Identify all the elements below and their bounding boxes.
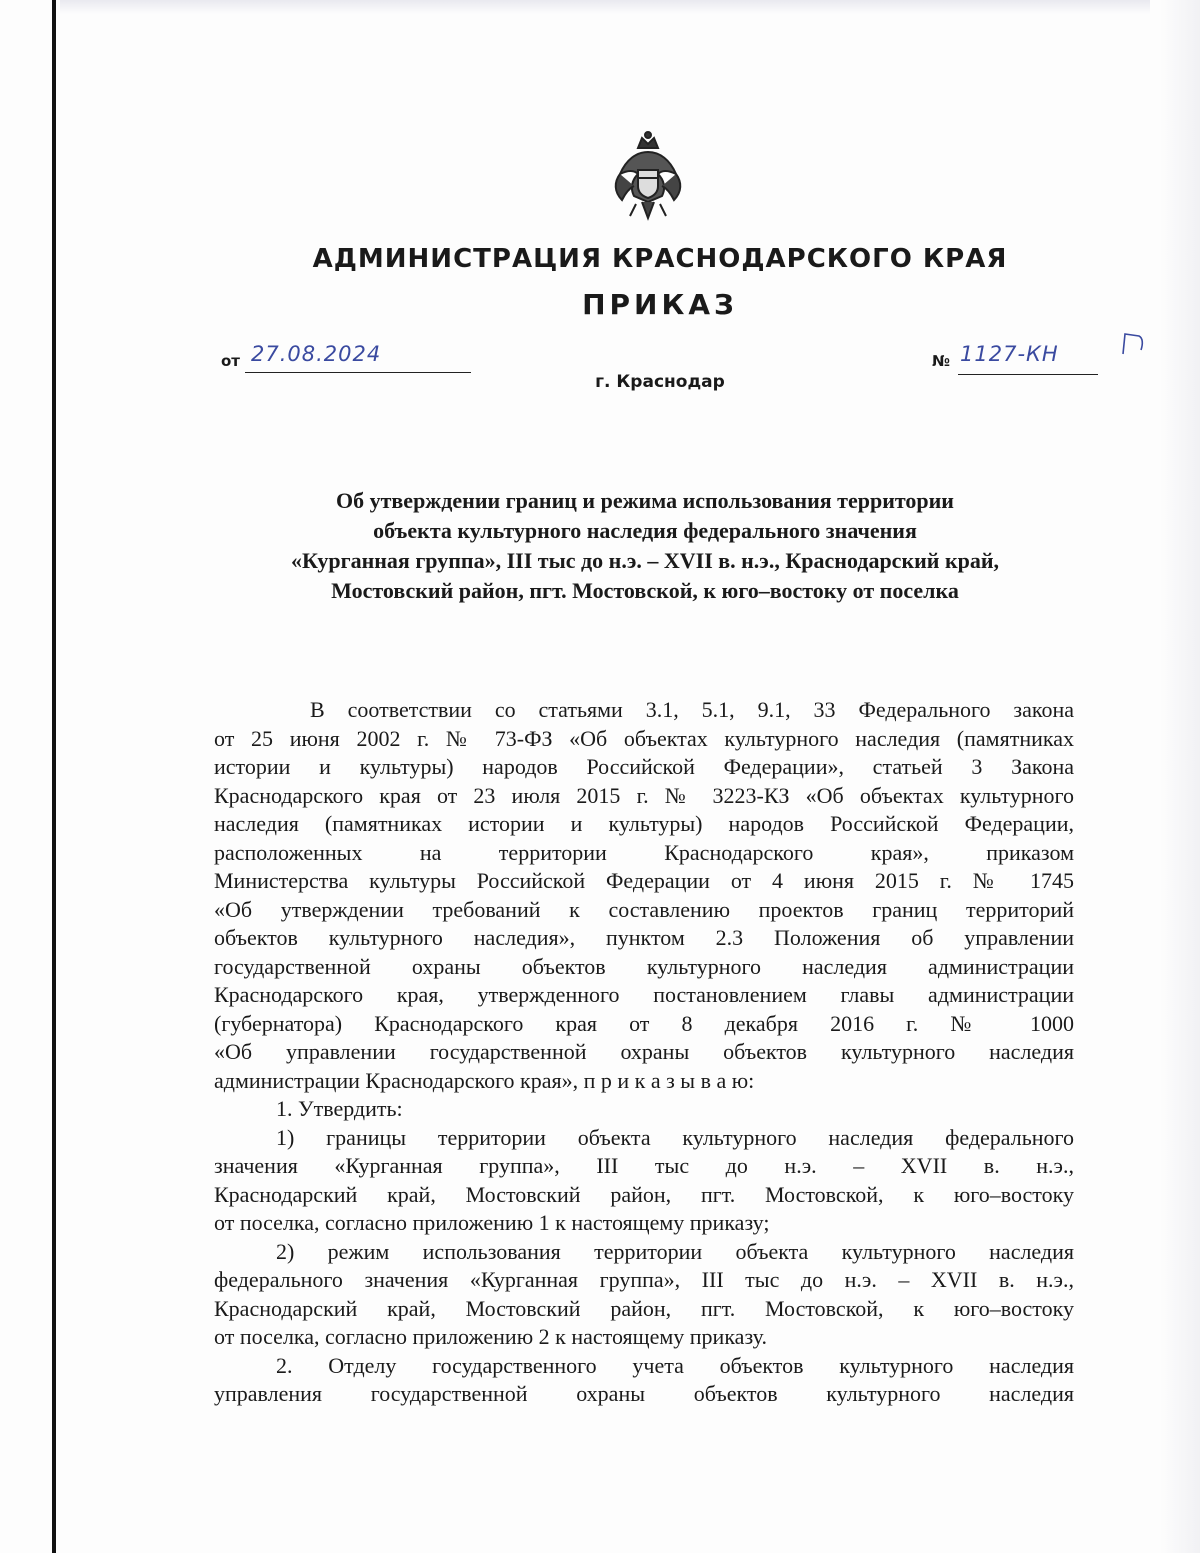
body-line: истории и культуры) народов Российской Федерации», статьей 3 Закона bbox=[214, 754, 1074, 779]
body-line: значения «Курганная группа», III тыс до н.э. – XVII в. н.э., bbox=[214, 1153, 1074, 1178]
body-line: 2) режим использования территории объекта культурного наследия bbox=[276, 1238, 1074, 1264]
coat-of-arms-icon bbox=[608, 130, 688, 222]
body-line: Краснодарский край, Мостовский район, пгт. Мостовской, к юго–востоку bbox=[214, 1295, 1074, 1321]
body-line: 1) границы территории объекта культурного наследия федерального bbox=[276, 1124, 1074, 1150]
body-line: федерального значения «Курганная группа», III тыс до н.э. – XVII в. н.э., bbox=[214, 1267, 1074, 1292]
number-label: № bbox=[932, 352, 951, 370]
body-line: администрации Краснодарского края», п р и к а з ы в а ю: bbox=[214, 1067, 755, 1093]
date-label: от bbox=[221, 352, 240, 370]
body-line: от поселка, согласно приложению 1 к настоящему приказу; bbox=[214, 1210, 770, 1235]
scan-edge-right bbox=[1160, 0, 1200, 1553]
body-line: Краснодарского края, утвержденного постановлением главы администрации bbox=[214, 982, 1074, 1007]
body-line: 1. Утвердить: bbox=[276, 1096, 403, 1121]
organization-name: АДМИНИСТРАЦИЯ КРАСНОДАРСКОГО КРАЯ bbox=[312, 244, 1008, 274]
document-body bbox=[214, 696, 1074, 1409]
body-line: расположенных на территории Краснодарского края», приказом bbox=[214, 839, 1074, 865]
body-line: Министерства культуры Российской Федерации от 4 июня 2015 г. № 1745 bbox=[214, 868, 1074, 893]
body-line: Краснодарского края от 23 июля 2015 г. № 3223-КЗ «Об объектах культурного bbox=[214, 782, 1074, 808]
title-line: Об утверждении границ и режима использования территории bbox=[336, 488, 954, 513]
document-title bbox=[210, 486, 1080, 606]
date-handwritten: 27.08.2024 bbox=[251, 342, 382, 366]
body-line: Краснодарский край, Мостовский район, пгт. Мостовской, к юго–востоку bbox=[214, 1181, 1074, 1207]
scan-edge-top bbox=[60, 0, 1150, 14]
number-underline bbox=[958, 374, 1098, 375]
body-line: объектов культурного наследия», пунктом 2.3 Положения об управлении bbox=[214, 925, 1074, 950]
body-line: от поселка, согласно приложению 2 к настоящему приказу. bbox=[214, 1324, 767, 1349]
number-handwritten: 1127-КН bbox=[960, 342, 1059, 366]
city: г. Краснодар bbox=[595, 372, 725, 392]
title-line: «Курганная группа», III тыс до н.э. – XVII в. н.э., Краснодарский край, bbox=[290, 548, 1000, 573]
body-line: управления государственной охраны объектов культурного наследия bbox=[214, 1381, 1074, 1406]
body-line: наследия (памятниках истории и культуры) народов Российской Федерации, bbox=[214, 811, 1074, 836]
scan-edge-left bbox=[52, 0, 56, 1553]
body-line: В соответствии со статьями 3.1, 5.1, 9.1, 33 Федерального закона bbox=[310, 697, 1074, 722]
body-line: государственной охраны объектов культурного наследия администрации bbox=[214, 953, 1074, 979]
title-line: Мостовский район, пгт. Мостовской, к юго–востоку от поселка bbox=[331, 578, 959, 603]
title-line: объекта культурного наследия федерального значения bbox=[373, 518, 917, 543]
body-line: 2. Отделу государственного учета объектов культурного наследия bbox=[276, 1352, 1074, 1378]
body-line: от 25 июня 2002 г. № 73-ФЗ «Об объектах культурного наследия (памятниках bbox=[214, 725, 1074, 751]
body-line: «Об утверждении требований к составлению проектов границ территорий bbox=[214, 896, 1074, 922]
body-line: «Об управлении государственной охраны объектов культурного наследия bbox=[214, 1039, 1074, 1064]
margin-mark-icon bbox=[1119, 330, 1147, 358]
body-line: (губернатора) Краснодарского края от 8 декабря 2016 г. № 1000 bbox=[214, 1010, 1074, 1036]
document-type: ПРИКАЗ bbox=[582, 288, 738, 321]
